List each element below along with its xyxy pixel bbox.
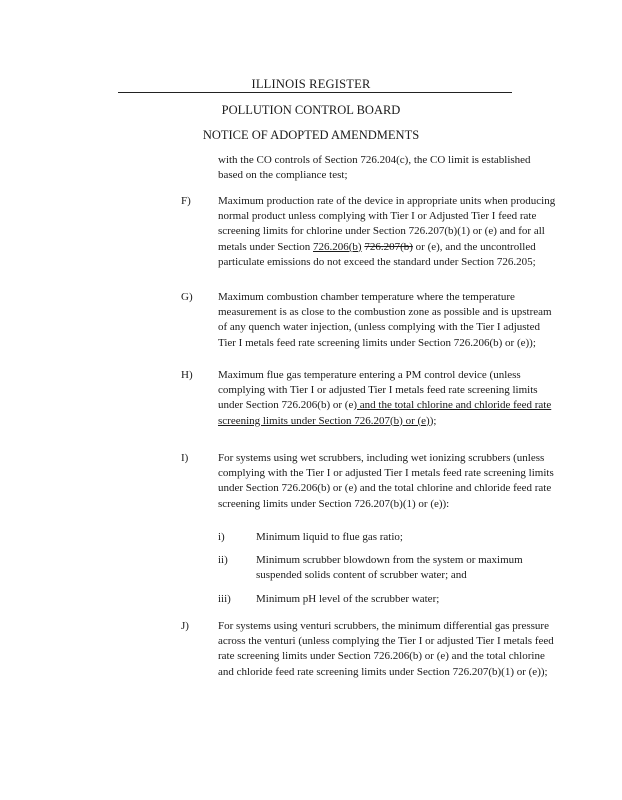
board-name: POLLUTION CONTROL BOARD	[221, 103, 401, 117]
item-f-label: F)	[181, 195, 191, 207]
subitem-iii-text: Minimum pH level of the scrubber water;	[256, 593, 440, 605]
item-h-label: H)	[181, 369, 193, 381]
item-f-deleted: 726.207(b)	[364, 240, 413, 253]
item-i-label: I)	[181, 452, 189, 464]
subitem-i-text: Minimum liquid to flue gas ratio;	[256, 531, 403, 543]
item-f-inserted: 726.206(b)	[313, 240, 362, 253]
subitem-ii-label: ii)	[218, 554, 228, 566]
item-g-label: G)	[181, 291, 193, 303]
item-h-inserted: and the total chlorine and chloride feed rate screening limits under Section 726.207(b) or (e)	[218, 399, 552, 427]
item-h-text-after: );	[429, 414, 437, 427]
item-f-text-before: Maximum production rate of the device in appropriate units when producing normal product unless complying with Tier I or Adjusted Tier I feed rate screening limits for chlorine under Section 726.207(b)(1) or (e) and for all metals under Section	[218, 195, 556, 253]
item-f-text-after: or (e), and the uncontrolled particulate emissions do not exceed the standard under Section 726.205;	[218, 240, 536, 268]
item-j-label: J)	[181, 620, 189, 632]
item-i-text: For systems using wet scrubbers, including wet ionizing scrubbers (unless complying with the Tier I or adjusted Tier I metals feed rate screening limits under Section 726.206(b) or (e) and the total chlorine and chloride feed rate screening limits under Section 726.207(b)(1) or (e)):	[218, 452, 554, 510]
register-title: ILLINOIS REGISTER	[251, 77, 371, 91]
notice-title: NOTICE OF ADOPTED AMENDMENTS	[202, 128, 420, 142]
item-g-text: Maximum combustion chamber temperature where the temperature measurement is as close to the combustion zone as possible and is upstream of any quench water injection, (unless complying with the Tier I adjusted Tier I metals feed rate screening limits under Section 726.206(b) or (e));	[218, 291, 552, 349]
item-j-text: For systems using venturi scrubbers, the minimum differential gas pressure across the venturi (unless complying the Tier I or adjusted Tier I metals feed rate screening limits under Section 726.206(b) or (e) and the total chlorine and chloride feed rate screening limits under Section 726.207(b)(1) or (e));	[218, 620, 554, 678]
item-f-text	[218, 194, 556, 270]
subitem-i-label: i)	[218, 531, 225, 543]
intro-paragraph: with the CO controls of Section 726.204(c), the CO limit is established based on the compliance test;	[218, 154, 531, 182]
item-h-text-before: Maximum flue gas temperature entering a PM control device (unless complying with Tier I or adjusted Tier I metals feed rate screening limits under Section 726.206(b) or (e)	[218, 369, 538, 412]
subitem-iii-label: iii)	[218, 593, 231, 605]
subitem-ii-text: Minimum scrubber blowdown from the system or maximum suspended solids content of scrubber water; and	[256, 554, 523, 582]
item-h-text	[218, 368, 556, 429]
header-rule	[118, 92, 512, 93]
